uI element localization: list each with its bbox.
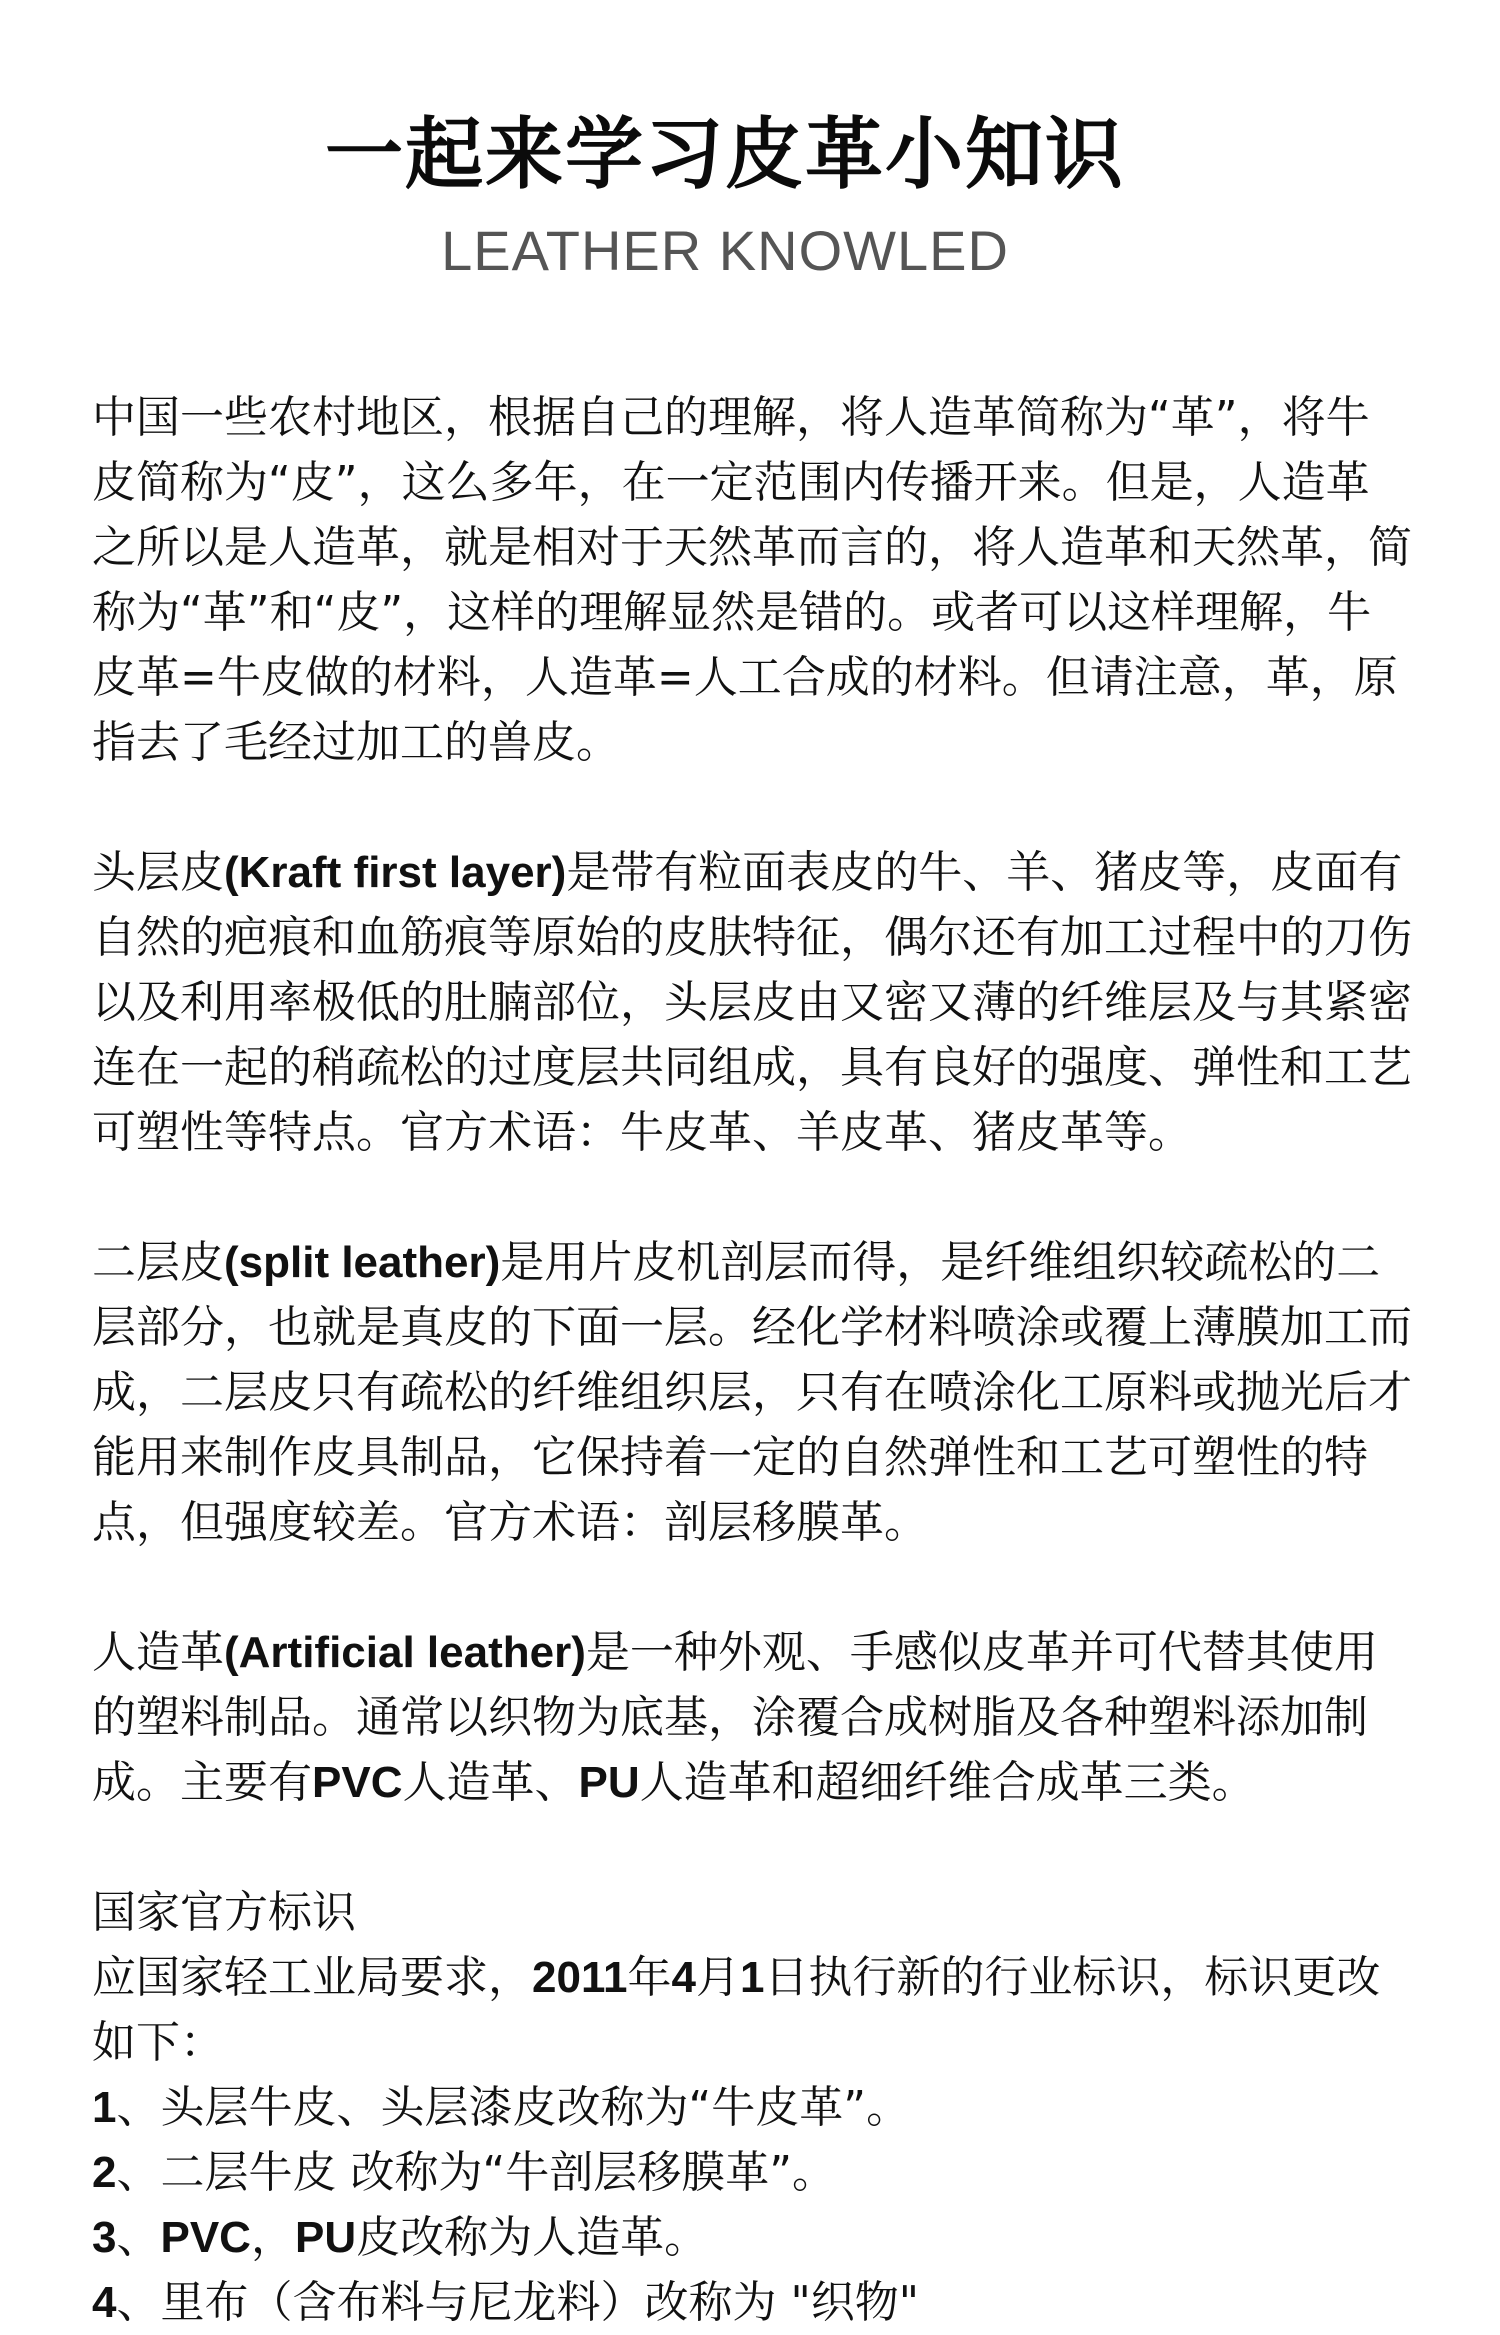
list-item	[92, 2140, 1412, 2205]
month-value: 4	[671, 1953, 696, 2002]
pu-label: PU	[578, 1758, 640, 1807]
paragraph-official-intro	[92, 1945, 1412, 2075]
term-en: (split leather)	[224, 1238, 501, 1287]
page-title: 一起来学习皮革小知识	[324, 110, 1125, 200]
term-en: (Kraft first layer)	[224, 848, 567, 897]
article-body	[92, 385, 1412, 2335]
list-text: ，	[250, 2212, 295, 2263]
paragraph-text: 是用片皮机剖层而得，是纤维组织较疏松的二层部分，也就是真皮的下面一层。经化学材料喷涂或覆上薄膜加工而成，二层皮只有疏松的纤维组织层，只有在喷涂化工原料或抛光后才能用来制作皮具制品，它保持着一定的自然弹性和工艺可塑性的特点，但强度较差。官方术语：剖层移膜革。	[92, 1237, 1412, 1548]
paragraph-text: 是带有粒面表皮的牛、羊、猪皮等，皮面有自然的疤痕和血筋痕等原始的皮肤特征，偶尔还有加工过程中的刀伤以及利用率极低的肚腩部位，头层皮由又密又薄的纤维层及与其紧密连在一起的稍疏松的过度层共同组成，具有良好的强度、弹性和工艺可塑性等特点。官方术语：牛皮革、羊皮革、猪皮革等。	[92, 847, 1412, 1158]
paragraph-split-leather	[92, 1230, 1412, 1555]
paragraph-first-layer	[92, 840, 1412, 1165]
paragraph-artificial-leather	[92, 1620, 1412, 1815]
list-item	[92, 2205, 1412, 2270]
intro-text: 应国家轻工业局要求，	[92, 1952, 532, 2003]
list-text: 、里布（含布料与尼龙料）改称为 "织物"	[116, 2277, 919, 2328]
paragraph-text: 人造革和超细纤维合成革三类。	[639, 1757, 1256, 1808]
paragraph-intro: 中国一些农村地区，根据自己的理解，将人造革简称为“革”，将牛皮简称为“皮”，这么多年，在一定范围内传播开来。但是，人造革之所以是人造革，就是相对于天然革而言的，将人造革和天然革，简称为“革”和“皮”，这样的理解显然是错的。或者可以这样理解，牛皮革=牛皮做的材料，人造革=人工合成的材料。但请注意，革，原指去了毛经过加工的兽皮。	[92, 392, 1412, 768]
pu-label: PU	[294, 2213, 357, 2262]
list-text: 皮改称为人造革。	[356, 2212, 709, 2263]
list-item	[92, 2075, 1412, 2140]
page-subtitle: LEATHER KNOWLED	[441, 219, 1009, 282]
list-number: 3	[92, 2213, 117, 2262]
paragraph-text: 是一种外观、手感似皮革并可代替其使用的塑料制品。通常以织物为底基，涂覆合成树脂及各种塑料添加制成。主要有	[92, 1627, 1378, 1808]
year-unit: 年	[627, 1952, 672, 2003]
day-value: 1	[739, 1953, 765, 2002]
term-cn: 人造革	[92, 1627, 224, 1678]
pvc-label: PVC	[160, 2213, 251, 2262]
list-text: 、二层牛皮 改称为“牛剖层移膜革”。	[116, 2147, 837, 2198]
month-unit: 月	[695, 1952, 740, 2003]
term-en: (Artificial leather)	[224, 1628, 586, 1677]
list-item	[92, 2270, 1412, 2335]
intro-text: 日执行新的行业标识，标识更改如下：	[92, 1952, 1381, 2068]
list-text: 、头层牛皮、头层漆皮改称为“牛皮革”。	[116, 2082, 911, 2133]
pvc-label: PVC	[312, 1758, 403, 1807]
paragraph-text: 人造革、	[402, 1757, 579, 1808]
list-text: 、	[116, 2212, 161, 2263]
term-cn: 二层皮	[92, 1237, 224, 1288]
year-value: 2011	[532, 1953, 628, 2002]
list-number: 4	[92, 2278, 117, 2327]
section-heading-official: 国家官方标识	[92, 1887, 356, 1938]
list-number: 1	[92, 2083, 117, 2132]
term-cn: 头层皮	[92, 847, 224, 898]
list-number: 2	[92, 2148, 117, 2197]
